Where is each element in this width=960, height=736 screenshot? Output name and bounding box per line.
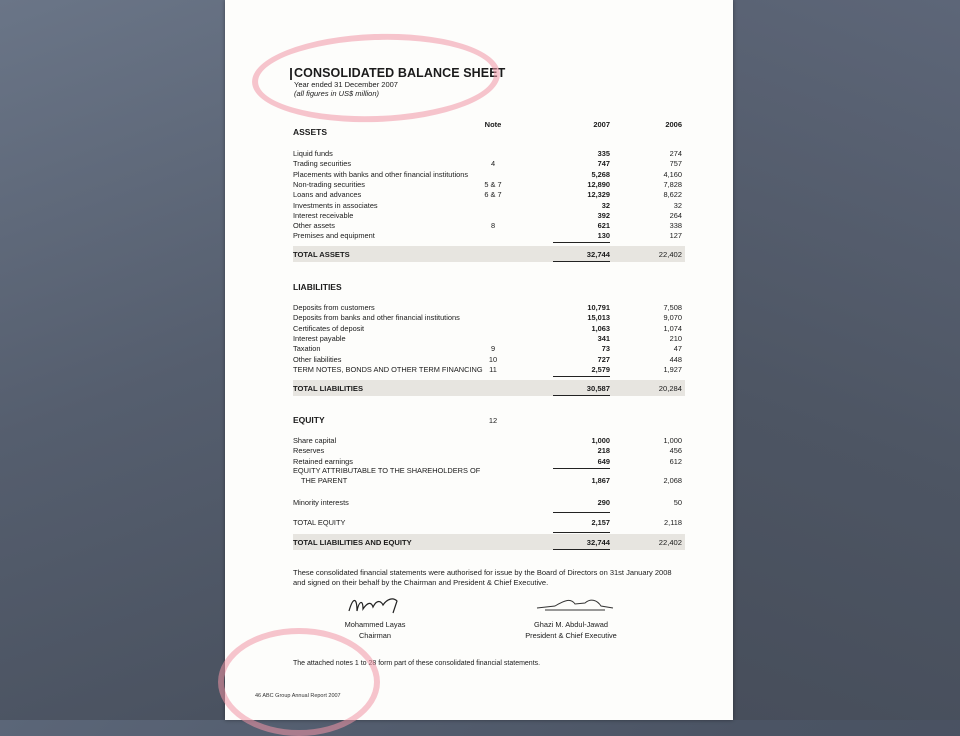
row-value-2006: 1,000 <box>663 436 682 445</box>
row-value-2006: 456 <box>669 446 682 456</box>
row-value-2007: 1,000 <box>591 436 610 445</box>
row-value-2006: 4,160 <box>663 169 682 179</box>
section-heading-assets: ASSETS <box>293 127 328 137</box>
equity-attributable-label-2: THE PARENT <box>301 476 348 485</box>
minority-interests-2007: 290 <box>597 498 610 507</box>
row-value-2006: 448 <box>669 354 682 364</box>
table-row <box>293 344 685 354</box>
row-value-2007: 32 <box>601 200 610 210</box>
table-row <box>293 221 685 231</box>
row-value-2006: 32 <box>673 200 682 210</box>
row-value-2007: 12,890 <box>587 179 610 189</box>
equity-attributable-label: EQUITY ATTRIBUTABLE TO THE SHAREHOLDERS OF <box>293 466 481 475</box>
column-header-2007: 2007 <box>593 120 610 129</box>
page-title: CONSOLIDATED BALANCE SHEET <box>294 66 506 80</box>
subtotal-rule <box>553 532 610 533</box>
table-row <box>293 149 685 159</box>
total-assets-2006: 22,402 <box>658 250 682 259</box>
president-name: Ghazi M. Abdul-Jawad <box>534 620 608 629</box>
row-value-2006: 757 <box>669 159 682 169</box>
row-label: Interest receivable <box>293 210 354 220</box>
table-row <box>293 303 685 313</box>
row-value-2007: 335 <box>597 149 610 158</box>
row-label: Other liabilities <box>293 354 342 364</box>
total-liabilities-2007: 30,587 <box>586 384 610 393</box>
row-value-2006: 274 <box>669 149 682 158</box>
row-value-2007: 392 <box>597 210 610 220</box>
period-subtitle: Year ended 31 December 2007 <box>294 80 398 89</box>
row-label: Liquid funds <box>293 149 333 158</box>
minority-interests-label: Minority interests <box>293 498 349 507</box>
row-value-2007: 73 <box>601 344 610 354</box>
president-signature <box>535 596 615 614</box>
row-value-2006: 1,927 <box>663 364 682 374</box>
row-label: Non-trading securities <box>293 179 365 189</box>
row-label: Deposits from customers <box>293 303 375 312</box>
row-label: Reserves <box>293 446 325 456</box>
row-note: 10 <box>488 354 498 364</box>
row-label: Deposits from banks and other financial institutions <box>293 313 460 323</box>
row-value-2006: 612 <box>669 456 682 466</box>
row-label: Retained earnings <box>293 456 353 466</box>
row-value-2007: 727 <box>597 354 610 364</box>
row-label: Premises and equipment <box>293 231 375 241</box>
row-value-2006: 264 <box>669 210 682 220</box>
row-value-2006: 9,070 <box>663 313 682 323</box>
row-label: Certificates of deposit <box>293 323 365 333</box>
chairman-name: Mohammed Layas <box>344 620 406 629</box>
table-row <box>293 190 685 200</box>
row-value-2007: 2,579 <box>591 364 610 374</box>
total-liabilities-2006: 20,284 <box>658 384 682 393</box>
table-row <box>293 231 685 241</box>
table-row <box>293 211 685 221</box>
row-value-2006: 47 <box>673 344 682 354</box>
subtotal-rule <box>553 242 610 243</box>
grand-total-2007: 32,744 <box>586 538 610 547</box>
table-row <box>293 313 685 323</box>
row-value-2007: 130 <box>597 231 610 241</box>
document-page <box>225 0 733 720</box>
column-header-2006: 2006 <box>665 120 682 129</box>
equity-note-ref: 12 <box>488 416 498 425</box>
total-rule <box>553 549 610 550</box>
row-value-2006: 1,074 <box>663 323 682 333</box>
equity-attributable-2007: 1,867 <box>591 476 610 485</box>
row-note: 5 & 7 <box>484 179 502 189</box>
row-value-2006: 338 <box>669 221 682 231</box>
row-label: Loans and advances <box>293 190 362 200</box>
equity-attributable-row-line2 <box>293 476 685 486</box>
row-value-2007: 649 <box>597 456 610 466</box>
row-note: 6 & 7 <box>484 190 502 200</box>
row-value-2007: 621 <box>597 221 610 231</box>
background-right-panel <box>733 0 960 720</box>
table-row <box>293 324 685 334</box>
annotation-circle-title <box>251 30 502 127</box>
table-row <box>293 365 685 375</box>
total-rule <box>553 395 610 396</box>
chairman-role: Chairman <box>358 631 392 640</box>
row-label: Placements with banks and other financial institutions <box>293 169 469 179</box>
row-note: 11 <box>489 364 497 374</box>
units-note: (all figures in US$ million) <box>294 89 380 98</box>
row-note: 4 <box>490 159 496 169</box>
subtotal-rule <box>553 376 610 377</box>
row-label: Investments in associates <box>293 200 378 210</box>
equity-attributable-row <box>293 466 685 476</box>
table-row <box>293 170 685 180</box>
row-value-2006: 8,622 <box>663 190 682 200</box>
row-note: 9 <box>490 344 496 354</box>
row-value-2007: 747 <box>597 159 610 169</box>
equity-attributable-2006: 2,068 <box>663 476 682 485</box>
total-assets-2007: 32,744 <box>586 250 610 259</box>
total-equity-label: TOTAL EQUITY <box>293 518 346 527</box>
column-header-note: Note <box>484 120 502 129</box>
row-value-2007: 218 <box>597 446 610 456</box>
table-row <box>293 159 685 169</box>
subtotal-rule <box>553 512 610 513</box>
table-row <box>293 355 685 365</box>
row-label: Other assets <box>293 221 335 231</box>
total-assets-label: TOTAL ASSETS <box>293 250 350 259</box>
minority-interests-row <box>293 498 685 508</box>
total-equity-2007: 2,157 <box>591 518 610 527</box>
row-value-2006: 7,508 <box>663 303 682 312</box>
approval-statement: These consolidated financial statements were authorised for issue by the Board of Directors on 31st January 2008 and signed on their behalf by the Chairman and President & Chief Executive. <box>293 568 672 587</box>
row-value-2007: 12,329 <box>587 190 610 200</box>
grand-total-label: TOTAL LIABILITIES AND EQUITY <box>293 538 412 547</box>
row-note: 8 <box>490 221 496 231</box>
row-label: Interest payable <box>293 333 346 343</box>
row-value-2006: 7,828 <box>663 179 682 189</box>
table-row <box>293 436 685 446</box>
president-role: President & Chief Executive <box>525 631 617 640</box>
total-rule <box>553 261 610 262</box>
row-value-2006: 127 <box>669 231 682 241</box>
row-label: Taxation <box>293 344 321 354</box>
table-row <box>293 446 685 456</box>
table-row <box>293 334 685 344</box>
row-value-2007: 341 <box>597 333 610 343</box>
total-equity-row <box>293 518 685 528</box>
row-label: Share capital <box>293 436 337 445</box>
total-liabilities-label: TOTAL LIABILITIES <box>293 384 364 393</box>
row-value-2006: 210 <box>669 333 682 343</box>
table-row <box>293 180 685 190</box>
minority-interests-2006: 50 <box>673 498 682 507</box>
total-assets-row <box>293 246 685 262</box>
section-heading-equity: EQUITY <box>293 415 325 425</box>
total-liabilities-row <box>293 380 685 396</box>
section-heading-liabilities: LIABILITIES <box>293 282 342 292</box>
chairman-signature <box>345 593 405 617</box>
total-equity-2006: 2,118 <box>664 518 682 527</box>
row-label: TERM NOTES, BONDS AND OTHER TERM FINANCING <box>293 364 483 374</box>
grand-total-row <box>293 534 685 550</box>
row-label: Trading securities <box>293 159 352 169</box>
row-value-2007: 10,791 <box>587 303 610 312</box>
row-value-2007: 5,268 <box>591 169 610 179</box>
background-left-panel <box>0 0 225 720</box>
row-value-2007: 15,013 <box>587 313 610 323</box>
page-footer: 46 ABC Group Annual Report 2007 <box>255 693 341 699</box>
row-value-2007: 1,063 <box>591 323 610 333</box>
grand-total-2006: 22,402 <box>658 538 682 547</box>
table-row <box>293 201 685 211</box>
notes-footnote: The attached notes 1 to 28 form part of these consolidated financial statements. <box>293 660 541 667</box>
